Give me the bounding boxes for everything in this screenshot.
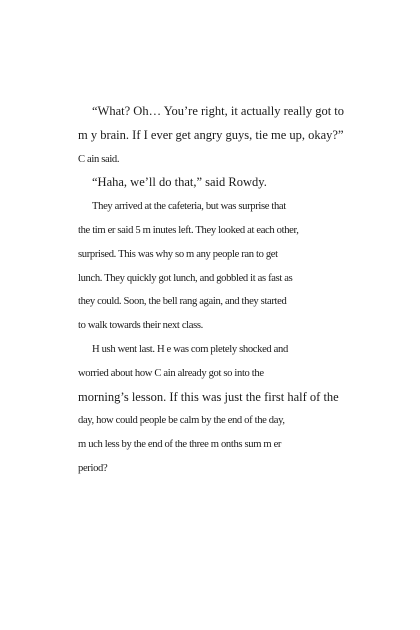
text-line: surprised. This was why so m any people ran to get: [78, 248, 278, 260]
text-line: period?: [78, 462, 108, 474]
text-line: worried about how C ain already got so into the: [78, 367, 264, 379]
text-line: to walk towards their next class.: [78, 320, 203, 332]
text-line: day, how could people be calm by the end of the day,: [78, 415, 285, 427]
text-line: C ain said.: [78, 153, 120, 165]
paragraph-3: [78, 195, 348, 338]
text-line: “Haha, we’ll do that,” said Rowdy.: [92, 175, 267, 190]
paragraph-4: [78, 338, 348, 481]
text-line: “What? Oh… You’re right, it actually really got to: [92, 104, 345, 118]
paragraph-1: [78, 100, 348, 171]
text-line: the tim er said 5 m inutes left. They looked at each other,: [78, 224, 299, 236]
text-line: They arrived at the cafeteria, but was surprise that: [92, 201, 286, 213]
body-text: [78, 100, 348, 481]
paragraph-2: [78, 171, 348, 195]
text-line: m y brain. If I ever get angry guys, tie me up, okay?”: [78, 127, 344, 142]
text-line: m uch less by the end of the three m onths sum m er: [78, 439, 282, 451]
text-line: morning’s lesson. If this was just the first half of the: [78, 389, 339, 404]
text-line: H ush went last. H e was com pletely shocked and: [92, 343, 288, 355]
text-line: they could. Soon, the bell rang again, and they started: [78, 296, 287, 308]
text-line: lunch. They quickly got lunch, and gobbled it as fast as: [78, 272, 293, 284]
